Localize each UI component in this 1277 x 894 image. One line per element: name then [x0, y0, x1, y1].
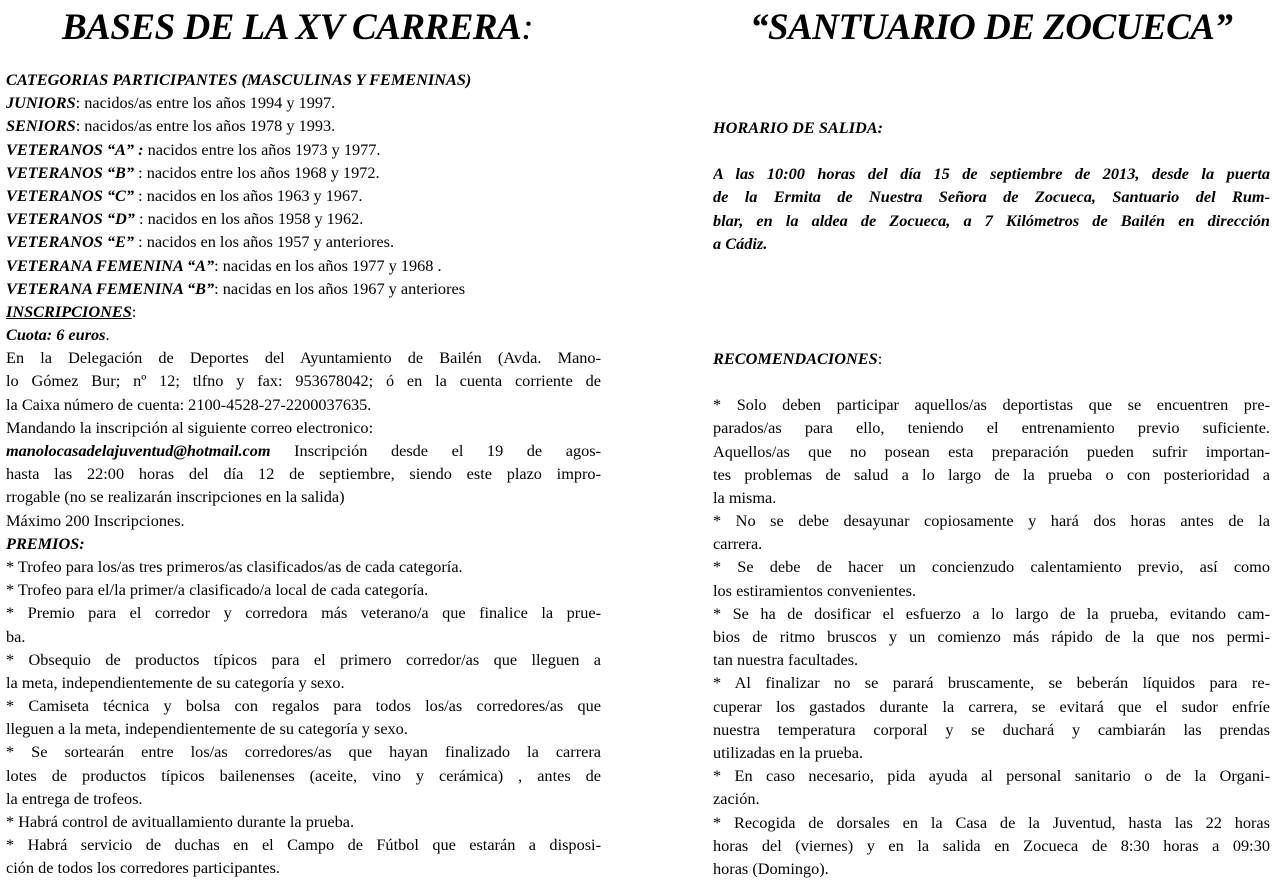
horario-line: A las 10:00 horas del día 15 de septiembre de 2013, desde la puerta [713, 164, 1270, 184]
category-years: : nacidos/as entre los años 1994 y 1997. [75, 93, 336, 113]
inscripciones-line: Mandando la inscripción al siguiente correo electronico: [6, 417, 374, 437]
inscripciones-text-2 [6, 462, 601, 532]
recomendacion-line: utilizadas en la prueba. [713, 742, 864, 762]
recomendacion-line: horas del (viernes) y en la salida en Zocueca de 8:30 horas a 09:30 [713, 835, 1270, 855]
recomendaciones-list [713, 393, 1270, 880]
recomendacion-line: * Solo deben participar aquellos/as deportistas que se encuentren pre- [713, 395, 1270, 415]
inscripciones-line: Máximo 200 Inscripciones. [6, 510, 185, 530]
recomendacion-line: nuestra temperatura corporal y se duchará y cambiarán las prendas [713, 719, 1270, 739]
category-name: VETERANOS “D” [6, 209, 135, 229]
premio-line: la entrega de trofeos. [6, 788, 143, 808]
category-years: : nacidos en los años 1963 y 1967. [134, 185, 363, 205]
recomendaciones-colon: : [877, 348, 883, 368]
inscripciones-line: rrogable (no se realizarán inscripciones en la salida) [6, 487, 345, 507]
premios-list [6, 555, 601, 880]
category-years: : nacidos/as entre los años 1978 y 1993. [75, 116, 336, 136]
recomendacion-line: * No se debe desayunar copiosamente y hará dos horas antes de la [713, 511, 1270, 531]
recomendacion-line: los estiramientos convenientes. [713, 580, 917, 600]
cuota: Cuota: 6 euros [6, 325, 106, 345]
recomendacion-line: zación. [713, 789, 760, 809]
recomendacion-line: carrera. [713, 534, 763, 554]
premio-line: ba. [6, 626, 26, 646]
category-years: : nacidos entre los años 1968 y 1972. [134, 162, 380, 182]
categorias-heading: CATEGORIAS PARTICIPANTES (MASCULINAS Y FEMENINAS) [6, 70, 472, 89]
inscripciones-heading: INSCRIPCIONES [6, 301, 132, 321]
recomendacion-line: la misma. [713, 487, 777, 507]
category-name: JUNIORS [6, 93, 76, 113]
category-row [6, 114, 601, 137]
category-row [6, 254, 601, 277]
recomendacion-line: * Se ha de dosificar el esfuerzo a lo largo de la prueba, evitando cam- [713, 603, 1270, 623]
category-name: VETERANOS “E” [6, 232, 135, 252]
category-name: VETERANOS “C” [6, 185, 135, 205]
premio-line: * Obsequio de productos típicos para el primero corredor/as que lleguen a [6, 649, 601, 669]
category-row [6, 277, 601, 300]
recomendacion-line: * Al finalizar no se parará bruscamente, se beberán líquidos para re- [713, 673, 1270, 693]
category-row [6, 207, 601, 230]
horario-line: de la Ermita de Nuestra Señora de Zocueca, Santuario del Rum- [713, 187, 1270, 207]
premio-line: * Trofeo para el/la primer/a clasificado/a local de cada categoría. [6, 580, 429, 600]
inscripciones-line: lo Gómez Bur; nº 12; tlfno y fax: 953678042; ó en la cuenta corriente de [6, 371, 601, 391]
recomendacion-line: cuperar los gastados durante la carrera, se evitará que el sudor enfríe [713, 696, 1270, 716]
horario-text [713, 162, 1270, 255]
premio-line: * Trofeo para los/as tres primeros/as clasificados/as de cada categoría. [6, 556, 463, 576]
recomendaciones-heading-line [713, 347, 1270, 370]
inscripciones-heading-line [6, 300, 601, 323]
category-row [6, 138, 601, 161]
category-years: nacidos entre los años 1973 y 1977. [143, 139, 381, 159]
recomendacion-line: parados/as para ello, teniendo el entrenamiento previo suficiente. [713, 418, 1270, 438]
inscripciones-line: la Caixa número de cuenta: 2100-4528-27-2200037635. [6, 394, 372, 414]
title-right: “SANTUARIO DE ZOCUECA” [750, 7, 1233, 48]
premio-line: ción de todos los corredores participantes. [6, 858, 280, 878]
premio-line: lotes de productos típicos bailenenses (aceite, vino y cerámica) , antes de [6, 765, 601, 785]
inscripciones-text [6, 346, 601, 439]
recomendacion-line: * Se debe de hacer un concienzudo calentamiento previo, así como [713, 557, 1270, 577]
recomendacion-line: bios de ritmo bruscos y un comienzo más rápido de la que nos permi- [713, 627, 1270, 646]
email-rest: Inscripción desde el 19 de agos- [270, 441, 601, 460]
premios-heading: PREMIOS: [6, 533, 85, 553]
category-name: VETERANOS “B” [6, 162, 135, 182]
title-left-text: BASES DE LA XV CARRERA [62, 7, 522, 48]
category-row [6, 91, 601, 114]
premio-line: * Camiseta técnica y bolsa con regalos para todos los/as corredores/as que [6, 696, 601, 716]
premio-line: * Se sortearán entre los/as corredores/as que hayan finalizado la carrera [6, 742, 601, 762]
recomendacion-line: Aquellos/as que no posean esta preparación pueden sufrir importan- [713, 441, 1270, 461]
title-left [62, 6, 533, 50]
premio-line: * Habrá control de avituallamiento durante la prueba. [6, 812, 355, 831]
recomendacion-line: tes problemas de salud a lo largo de la prueba o con posterioridad a [713, 464, 1270, 484]
premio-line: la meta, independientemente de su categoría y sexo. [6, 672, 345, 692]
title-left-colon: : [521, 7, 534, 48]
category-row [6, 184, 601, 207]
recomendaciones-heading: RECOMENDACIONES [713, 348, 878, 368]
premio-line: * Premio para el corredor y corredora más veterano/a que finalice la prue- [6, 603, 601, 623]
recomendacion-line: horas (Domingo). [713, 858, 829, 878]
category-name: SENIORS [6, 116, 76, 136]
inscripciones-line: En la Delegación de Deportes del Ayuntamiento de Bailén (Avda. Mano- [6, 348, 601, 368]
horario-heading: HORARIO DE SALIDA: [713, 118, 884, 137]
category-name: VETERANA FEMENINA “B” [6, 278, 215, 298]
email-line [6, 439, 601, 462]
category-name: VETERANOS “A” : [6, 139, 144, 159]
category-name: VETERANA FEMENINA “A” [6, 255, 215, 275]
cuota-dot: . [105, 325, 110, 345]
categories-list [6, 91, 601, 300]
category-row [6, 161, 601, 184]
email-address: manolocasadelajuventud@hotmail.com [6, 441, 271, 460]
category-years: : nacidas en los años 1967 y anteriores [214, 278, 466, 298]
category-years: : nacidos en los años 1957 y anteriores. [134, 232, 395, 252]
category-years: : nacidos en los años 1958 y 1962. [134, 209, 364, 229]
recomendacion-line: tan nuestra facultades. [713, 650, 859, 670]
horario-line: a Cádiz. [713, 233, 768, 253]
recomendacion-line: * Recogida de dorsales en la Casa de la Juventud, hasta las 22 horas [713, 812, 1270, 832]
inscripciones-colon: : [131, 301, 137, 321]
horario-line: blar, en la aldea de Zocueca, a 7 Kilómetros de Bailén en dirección [713, 210, 1270, 230]
right-column [713, 116, 1270, 880]
inscripciones-line: hasta las 22:00 horas del día 12 de septiembre, siendo este plazo impro- [6, 464, 601, 484]
category-years: : nacidas en los años 1977 y 1968 . [214, 255, 442, 275]
premio-line: * Habrá servicio de duchas en el Campo de Fútbol que estarán a disposi- [6, 835, 601, 855]
premio-line: lleguen a la meta, independientemente de su categoría y sexo. [6, 719, 408, 739]
cuota-line [6, 323, 601, 346]
category-row [6, 230, 601, 253]
recomendacion-line: * En caso necesario, pida ayuda al personal sanitario o de la Organi- [713, 766, 1270, 786]
left-column [6, 68, 601, 880]
